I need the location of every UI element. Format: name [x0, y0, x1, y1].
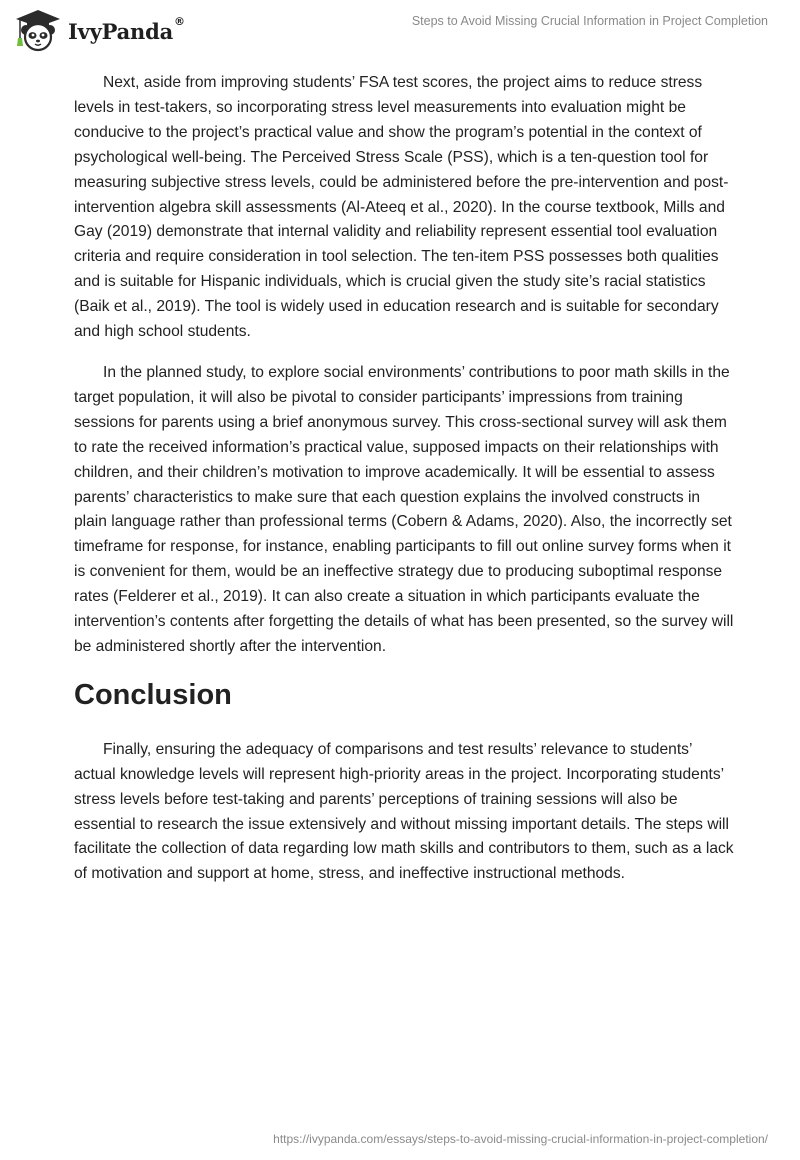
body-paragraph-2: In the planned study, to explore social environments’ contributions to poor math skills in the target population, it will also be pivotal to consider participants’ impressions from training sessions for parents using a brief anonymous survey. This cross-sectional survey will ask them to rate the received information’s practical value, supposed impacts on their relationships with children, and their children’s motivation to improve academically. It will be essential to assess parents’ characteristics to make sure that each question explains the involved constructs in plain language rather than professional terms (Cobern & Adams, 2020). Also, the incorrectly set timeframe for response, for instance, enabling participants to fill out online survey forms when it is convenient for them, would be an ineffective strategy due to producing suboptimal response rates (Felderer et al., 2019). It can also create a situation in which participants evaluate the intervention’s contents after forgetting the details of what has been presented, so the survey will be administered shortly after the intervention. — [74, 363, 734, 655]
source-url[interactable]: https://ivypanda.com/essays/steps-to-avoid-missing-crucial-information-in-project-completion/ — [273, 1132, 768, 1146]
essay-body — [74, 71, 734, 903]
ivypanda-logo[interactable] — [14, 8, 185, 52]
registered-mark: ® — [174, 14, 186, 28]
panda-graduate-icon — [14, 8, 62, 52]
brand-name: IvyPanda — [68, 18, 174, 44]
conclusion-paragraph: Finally, ensuring the adequacy of comparisons and test results’ relevance to students’ actual knowledge levels will represent high-priority areas in the project. Incorporating students’ stress levels before test-taking and parents’ perceptions of training sessions will also be essential to research the issue extensively and without missing important details. The steps will facilitate the collection of data regarding low math skills and contributors to them, such as a lack of motivation and support at home, stress, and ineffective instructional methods. — [74, 740, 734, 883]
body-paragraph-1: Next, aside from improving students’ FSA test scores, the project aims to reduce stress levels in test-takers, so incorporating stress level measurements into evaluation might be conducive to the project’s practical value and show the program’s potential in the context of psychological well-being. The Perceived Stress Scale (PSS), which is a ten-question tool for measuring subjective stress levels, could be administered before the pre-intervention and post-intervention algebra skill assessments (Al-Ateeq et al., 2020). In the course textbook, Mills and Gay (2019) demonstrate that internal validity and reliability represent essential tool evaluation criteria and require consideration in tool selection. The ten-item PSS possesses both qualities and is suitable for Hispanic individuals, which is crucial given the study site’s racial statistics (Baik et al., 2019). The tool is widely used in education research and is suitable for secondary and high school students. — [74, 74, 729, 341]
document-title: Steps to Avoid Missing Crucial Information in Project Completion — [411, 14, 768, 28]
conclusion-heading: Conclusion — [74, 678, 232, 711]
page-header — [0, 0, 800, 64]
